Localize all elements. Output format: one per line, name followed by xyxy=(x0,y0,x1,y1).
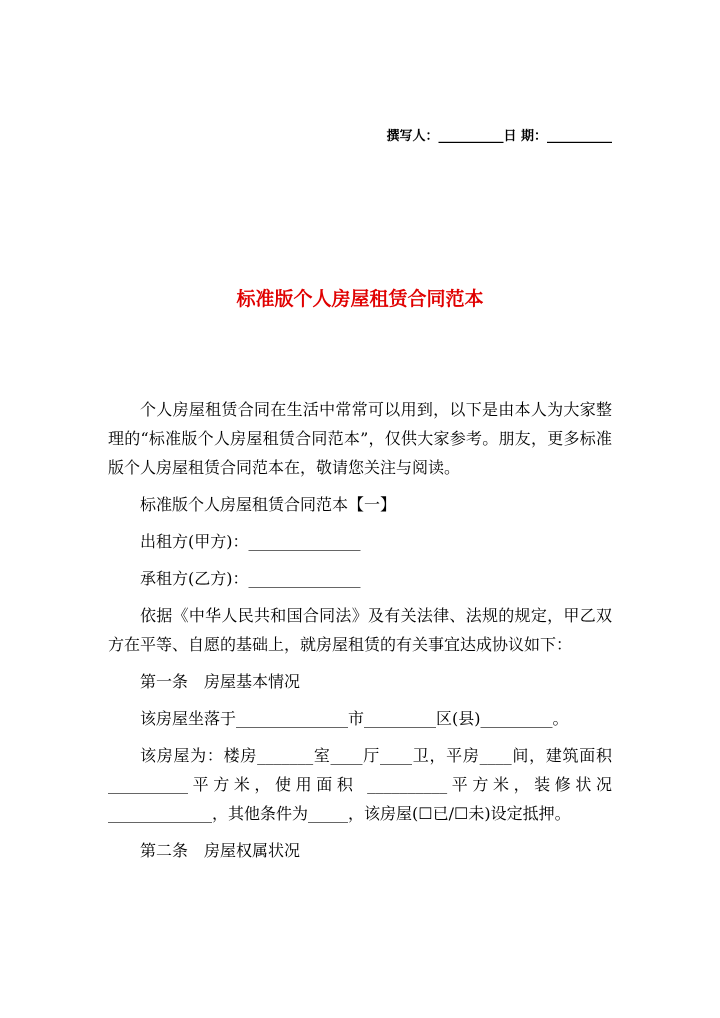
document-title: 标准版个人房屋租赁合同范本 xyxy=(236,288,484,310)
legal-basis-paragraph: 依据《中华人民共和国合同法》及有关法律、法规的规定，甲乙双方在平等、自愿的基础上，就房屋租赁的有关事宜达成协议如下： xyxy=(108,606,612,654)
article-two-heading: 第二条 房屋权属状况 xyxy=(140,841,301,860)
section-heading-one: 标准版个人房屋租赁合同范本【一】 xyxy=(140,495,397,514)
article-one-heading: 第一条 房屋基本情况 xyxy=(140,672,301,691)
property-description-paragraph: 该房屋为：楼房_______室____厅____卫，平房____间，建筑面积__________平方米，使用面积 __________平方米，装修状况_____________，其他条件为_____，该房屋(☐已/☐未)设定抵押。 xyxy=(108,746,612,823)
author-date-line: 撰写人：__________日 期：__________ xyxy=(386,129,612,144)
intro-paragraph: 个人房屋租赁合同在生活中常常可以用到，以下是由本人为大家整理的“标准版个人房屋租赁合同范本”，仅供大家参考。朋友，更多标准版个人房屋租赁合同范本在，敬请您关注与阅读。 xyxy=(108,400,612,477)
location-line: 该房屋坐落于______________市_________区(县)_________。 xyxy=(140,709,569,728)
lessor-line: 出租方(甲方)：______________ xyxy=(140,532,361,551)
document-body xyxy=(108,395,612,873)
lessee-line: 承租方(乙方)：______________ xyxy=(140,569,361,588)
